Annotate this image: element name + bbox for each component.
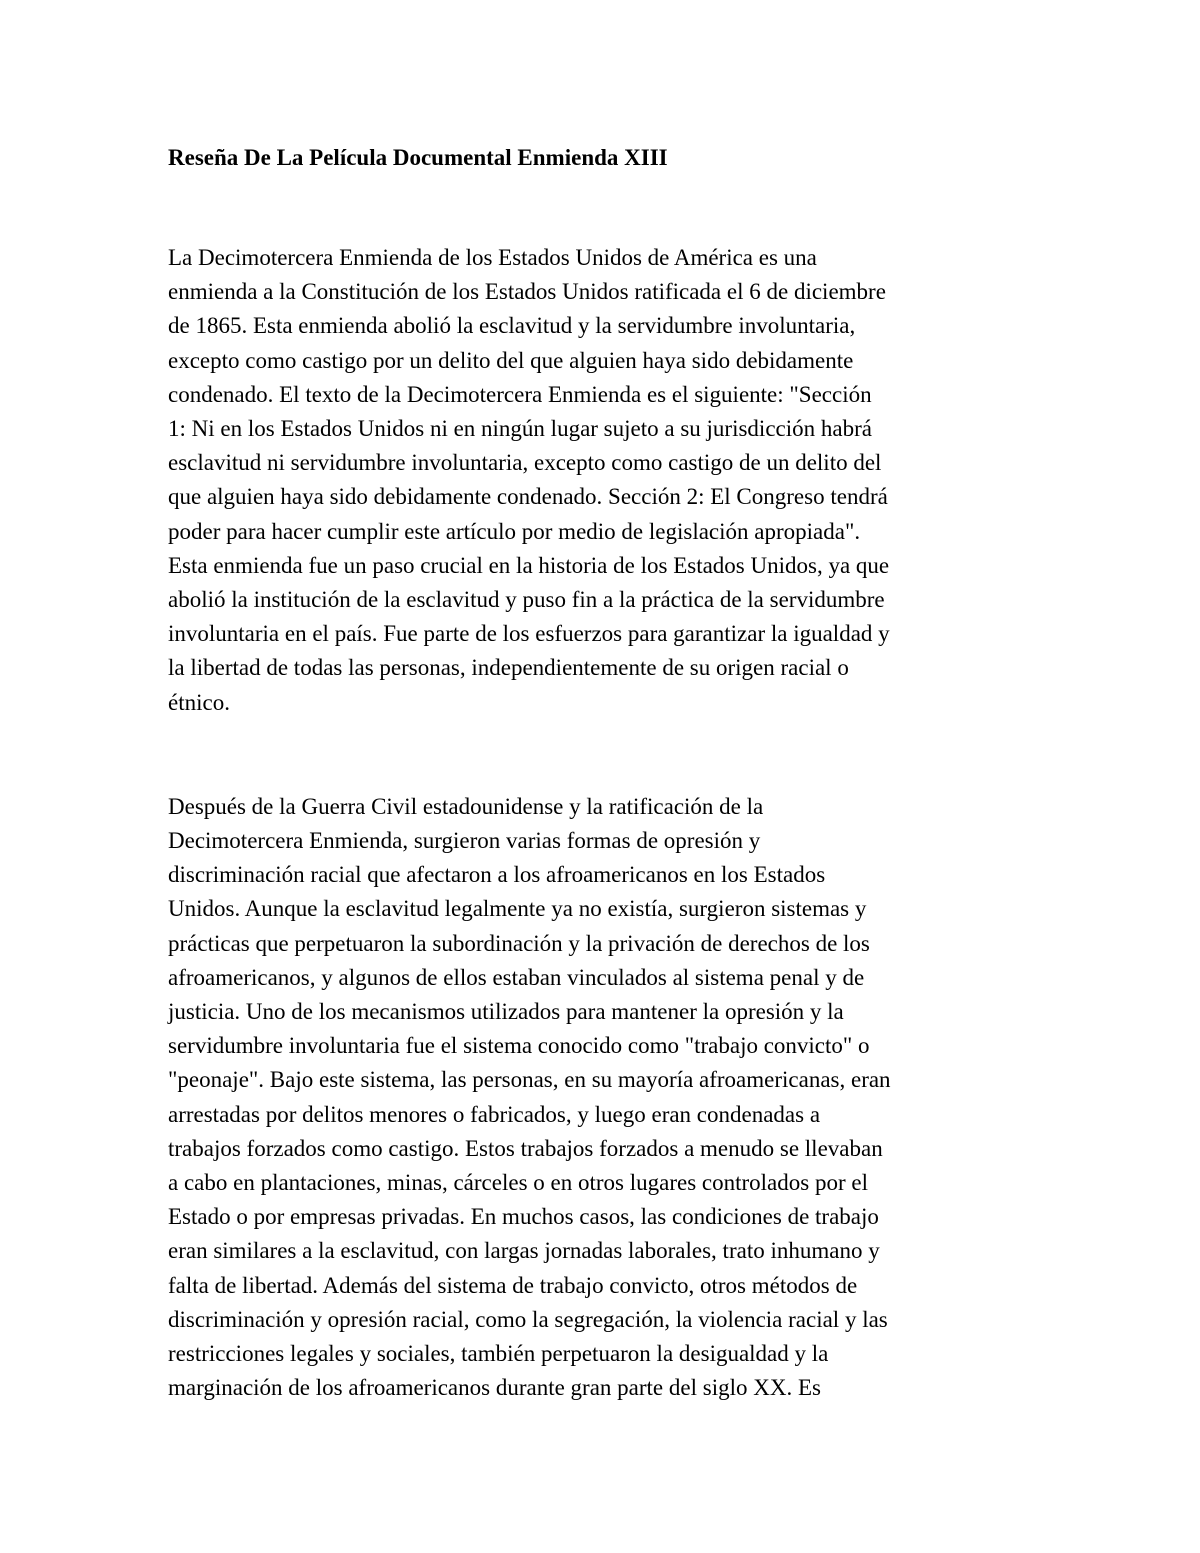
text-line: esclavitud ni servidumbre involuntaria, excepto como castigo de un delito del <box>168 450 882 476</box>
text-line: la libertad de todas las personas, independientemente de su origen racial o <box>168 655 849 681</box>
text-line: 1: Ni en los Estados Unidos ni en ningún lugar sujeto a su jurisdicción habrá <box>168 416 872 442</box>
text-line: étnico. <box>168 689 230 715</box>
document-body <box>168 142 1048 1406</box>
paragraph-1 <box>168 241 1048 720</box>
text-line: de 1865. Esta enmienda abolió la esclavitud y la servidumbre involuntaria, <box>168 313 856 339</box>
text-line: discriminación y opresión racial, como la segregación, la violencia racial y las <box>168 1306 888 1332</box>
text-line: marginación de los afroamericanos durante gran parte del siglo XX. Es <box>168 1375 821 1401</box>
text-line: a cabo en plantaciones, minas, cárceles o en otros lugares controlados por el <box>168 1170 868 1196</box>
text-line: eran similares a la esclavitud, con largas jornadas laborales, trato inhumano y <box>168 1238 880 1264</box>
text-line: prácticas que perpetuaron la subordinación y la privación de derechos de los <box>168 930 870 956</box>
document-title: Reseña De La Película Documental Enmienda XIII <box>168 145 668 170</box>
text-line: enmienda a la Constitución de los Estados Unidos ratificada el 6 de diciembre <box>168 279 886 305</box>
text-line: justicia. Uno de los mecanismos utilizados para mantener la opresión y la <box>168 999 844 1025</box>
text-line: afroamericanos, y algunos de ellos estaban vinculados al sistema penal y de <box>168 964 865 990</box>
text-line: restricciones legales y sociales, también perpetuaron la desigualdad y la <box>168 1341 829 1367</box>
paragraph-2 <box>168 790 1048 1406</box>
text-line: condenado. El texto de la Decimotercera Enmienda es el siguiente: "Sección <box>168 381 872 407</box>
text-line: Unidos. Aunque la esclavitud legalmente ya no existía, surgieron sistemas y <box>168 896 867 922</box>
text-line: involuntaria en el país. Fue parte de los esfuerzos para garantizar la igualdad y <box>168 621 890 647</box>
text-line: La Decimotercera Enmienda de los Estados Unidos de América es una <box>168 245 817 270</box>
text-line: Decimotercera Enmienda, surgieron varias formas de opresión y <box>168 828 761 854</box>
text-line: arrestadas por delitos menores o fabricados, y luego eran condenadas a <box>168 1101 821 1127</box>
text-line: "peonaje". Bajo este sistema, las personas, en su mayoría afroamericanas, eran <box>168 1067 891 1093</box>
text-line: trabajos forzados como castigo. Estos trabajos forzados a menudo se llevaban <box>168 1135 883 1161</box>
text-line: poder para hacer cumplir este artículo por medio de legislación apropiada". <box>168 518 861 544</box>
text-line: falta de libertad. Además del sistema de trabajo convicto, otros métodos de <box>168 1272 858 1298</box>
text-line: Después de la Guerra Civil estadounidense y la ratificación de la <box>168 793 764 819</box>
text-line: servidumbre involuntaria fue el sistema conocido como "trabajo convicto" o <box>168 1033 870 1059</box>
text-line: que alguien haya sido debidamente condenado. Sección 2: El Congreso tendrá <box>168 484 888 510</box>
text-line: discriminación racial que afectaron a los afroamericanos en los Estados <box>168 862 826 888</box>
text-line: excepto como castigo por un delito del que alguien haya sido debidamente <box>168 347 854 373</box>
text-line: Estado o por empresas privadas. En muchos casos, las condiciones de trabajo <box>168 1204 879 1230</box>
text-line: abolió la institución de la esclavitud y puso fin a la práctica de la servidumbre <box>168 587 885 613</box>
text-line: Esta enmienda fue un paso crucial en la historia de los Estados Unidos, ya que <box>168 552 890 578</box>
